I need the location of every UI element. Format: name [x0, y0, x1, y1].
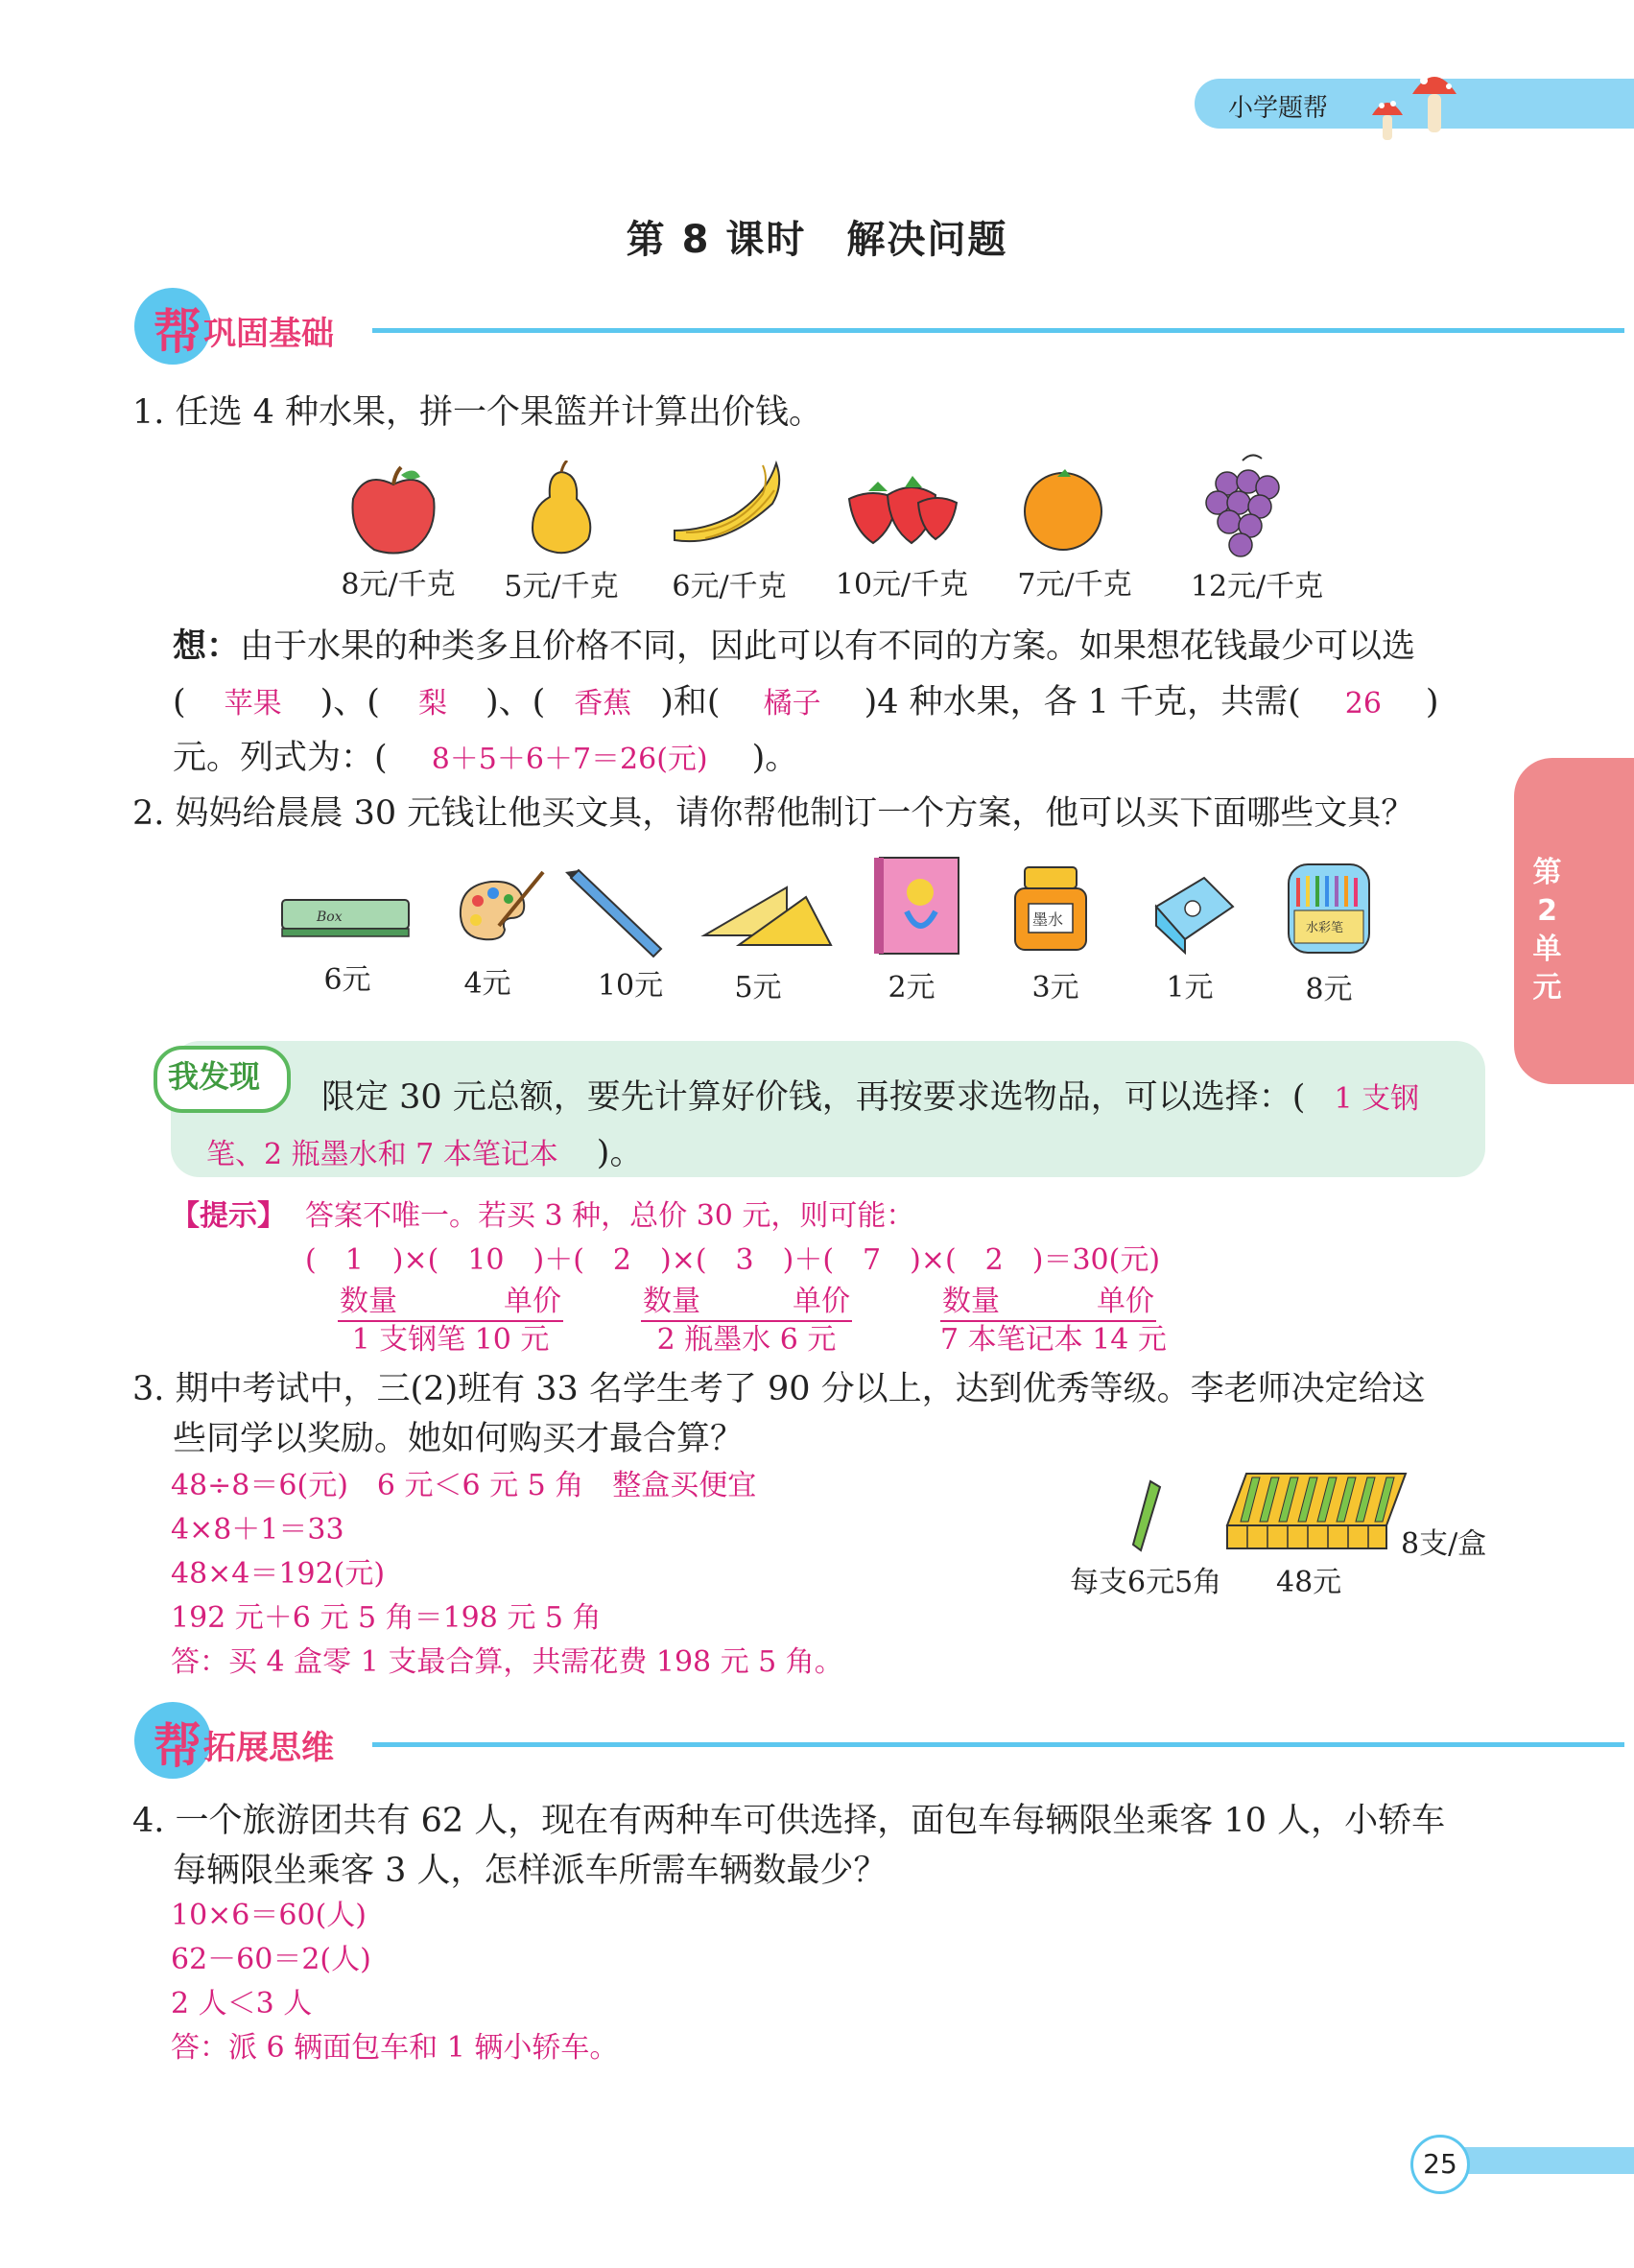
answer-fruit-1: 苹果 [224, 687, 282, 721]
answer-total: 26 [1344, 687, 1382, 721]
q3-answer-line: 48÷8＝6(元) 6 元＜6 元 5 角 整盒买便宜 [171, 1469, 757, 1502]
think-line-3: 元。列式为：( 8＋5＋6＋7＝26(元) )。 [173, 733, 798, 785]
answer-fruit-3: 香蕉 [574, 687, 632, 721]
item-price: 2元 [888, 971, 935, 1004]
watercolor-pen-label: 水彩笔 [1306, 921, 1344, 935]
unit-side-label: 第2单元 [1532, 856, 1562, 1004]
think-line-1 [173, 622, 1497, 672]
question-4-line-2: 每辆限坐乘客 3 人，怎样派车所需车辆数最少？ [173, 1852, 888, 1890]
palette-icon [451, 868, 547, 945]
question-3-line-2: 些同学以奖励。她如何购买才最合算？ [173, 1420, 745, 1458]
section-header-basics [134, 288, 1497, 365]
hint-label: 【提示】 [171, 1199, 286, 1233]
discover-answer-1: 1 支钢 [1334, 1082, 1420, 1116]
think-label: 想： [173, 626, 241, 666]
pen-price-label: 每支6元5角 [1070, 1566, 1222, 1599]
answer-fruit-4: 橘子 [763, 687, 821, 721]
hint-line [171, 1195, 914, 1238]
hint-group-2: 数量 单价 2 瓶墨水 6 元 [643, 1285, 850, 1357]
ink-bottle-label: 墨水 [1032, 910, 1064, 929]
fruit-price: 8元/千克 [341, 568, 456, 602]
page-number: 25 [1410, 2135, 1470, 2194]
fruit-price: 12元/千克 [1190, 570, 1324, 603]
question-3-line-1: 3. 期中考试中，三(2)班有 33 名学生考了 90 分以上，达到优秀等级。李老师决定给这 [132, 1370, 1426, 1408]
fruit-price: 5元/千克 [504, 570, 619, 603]
section-bang: 帮 [154, 304, 201, 360]
hint-text: 答案不唯一。若买 3 种，总价 30 元，则可能： [305, 1199, 915, 1233]
question-1: 1. 任选 4 种水果，拼一个果篮并计算出价钱。 [132, 393, 823, 432]
q4-answer-line: 10×6＝60(人) [171, 1899, 367, 1932]
section-title: 巩固基础 [203, 315, 334, 353]
fruit-price: 7元/千克 [1017, 568, 1132, 602]
discover-line-1: 限定 30 元总额，要先计算好价钱，再按要求选物品，可以选择：( 1 支钢 [321, 1078, 1420, 1117]
box-count-label: 8支/盒 [1401, 1527, 1487, 1561]
hint-formula: ( 1 )×( 10 )＋( 2 )×( 3 )＋( 7 )×( 2 )＝30(元) [305, 1243, 1161, 1277]
answer-fruit-2: 梨 [417, 687, 447, 721]
item-price: 5元 [734, 971, 782, 1004]
pencil-box-text: Box [317, 910, 343, 925]
pencil-box-icon [278, 892, 413, 940]
item-price: 3元 [1031, 971, 1079, 1004]
discover-line-2: 笔、2 瓶墨水和 7 本笔记本 )。 [206, 1134, 644, 1172]
pencil-sharpener-icon [1147, 868, 1243, 955]
discover-label: 我发现 [168, 1058, 261, 1095]
triangle-ruler-icon [700, 878, 835, 950]
q3-answer-line: 4×8＋1＝33 [171, 1513, 344, 1547]
q4-answer-line: 2 人＜3 人 [171, 1987, 313, 2020]
q3-answer-line: 答：买 4 盒零 1 支最合算，共需花费 198 元 5 角。 [171, 1645, 843, 1679]
hint-group-3: 数量 单价 7 本笔记本 14 元 [940, 1285, 1167, 1357]
item-price: 8元 [1305, 973, 1353, 1006]
discover-answer-2: 笔、2 瓶墨水和 7 本笔记本 [206, 1138, 558, 1171]
pear-icon [523, 461, 600, 556]
section-bang: 帮 [154, 1718, 201, 1774]
section-title: 拓展思维 [203, 1729, 334, 1767]
notebook-icon [868, 854, 964, 959]
question-2: 2. 妈妈给晨晨 30 元钱让他买文具，请你帮他制订一个方案，他可以买下面哪些文具？ [132, 794, 1415, 833]
watercolor-pen-icon [1281, 859, 1377, 959]
question-4-line-1: 4. 一个旅游团共有 62 人，现在有两种车可供选择，面包车每辆限坐乘客 10 人，小轿车 [132, 1802, 1446, 1840]
pen-box-icon [1223, 1468, 1410, 1559]
answer-formula: 8＋5＋6＋7＝26(元) [431, 743, 708, 776]
mushroom-icon [1353, 58, 1458, 144]
strawberry-icon [840, 470, 964, 547]
think-text: 由于水果的种类多且价格不同，因此可以有不同的方案。如果想花钱最少可以选 [240, 627, 1416, 666]
item-price: 4元 [463, 967, 511, 1001]
pen-icon [561, 868, 667, 964]
item-price: 10元 [597, 969, 664, 1003]
fruit-price: 10元/千克 [835, 568, 969, 602]
item-price: 1元 [1166, 971, 1214, 1004]
apple-icon [345, 465, 441, 556]
q3-answer-line: 48×4＝192(元) [171, 1557, 386, 1591]
q3-answer-line: 192 元＋6 元 5 角＝198 元 5 角 [171, 1601, 602, 1635]
item-price: 6元 [323, 963, 371, 997]
ink-bottle-icon [1007, 863, 1094, 955]
q4-answer-line: 答：派 6 辆面包车和 1 辆小轿车。 [171, 2031, 619, 2065]
hint-group-1: 数量 单价 1 支钢笔 10 元 [340, 1285, 561, 1357]
grape-icon [1195, 451, 1291, 561]
banana-icon [667, 456, 792, 552]
lesson-title: 第 8 课时 解决问题 [626, 218, 1008, 262]
box-price-label: 48元 [1276, 1566, 1342, 1599]
fruit-price: 6元/千克 [672, 570, 787, 603]
header-label: 小学题帮 [1228, 94, 1329, 123]
section-header-extension [134, 1702, 1497, 1779]
single-pen-icon [1127, 1477, 1166, 1554]
orange-icon [1015, 465, 1111, 552]
think-line-2: ( 苹果 )、( 梨 )、( 香蕉 )和( 橘子 )4 种水果，各 1 千克，共需( 26 ) [173, 677, 1497, 729]
q4-answer-line: 62－60＝2(人) [171, 1943, 371, 1976]
